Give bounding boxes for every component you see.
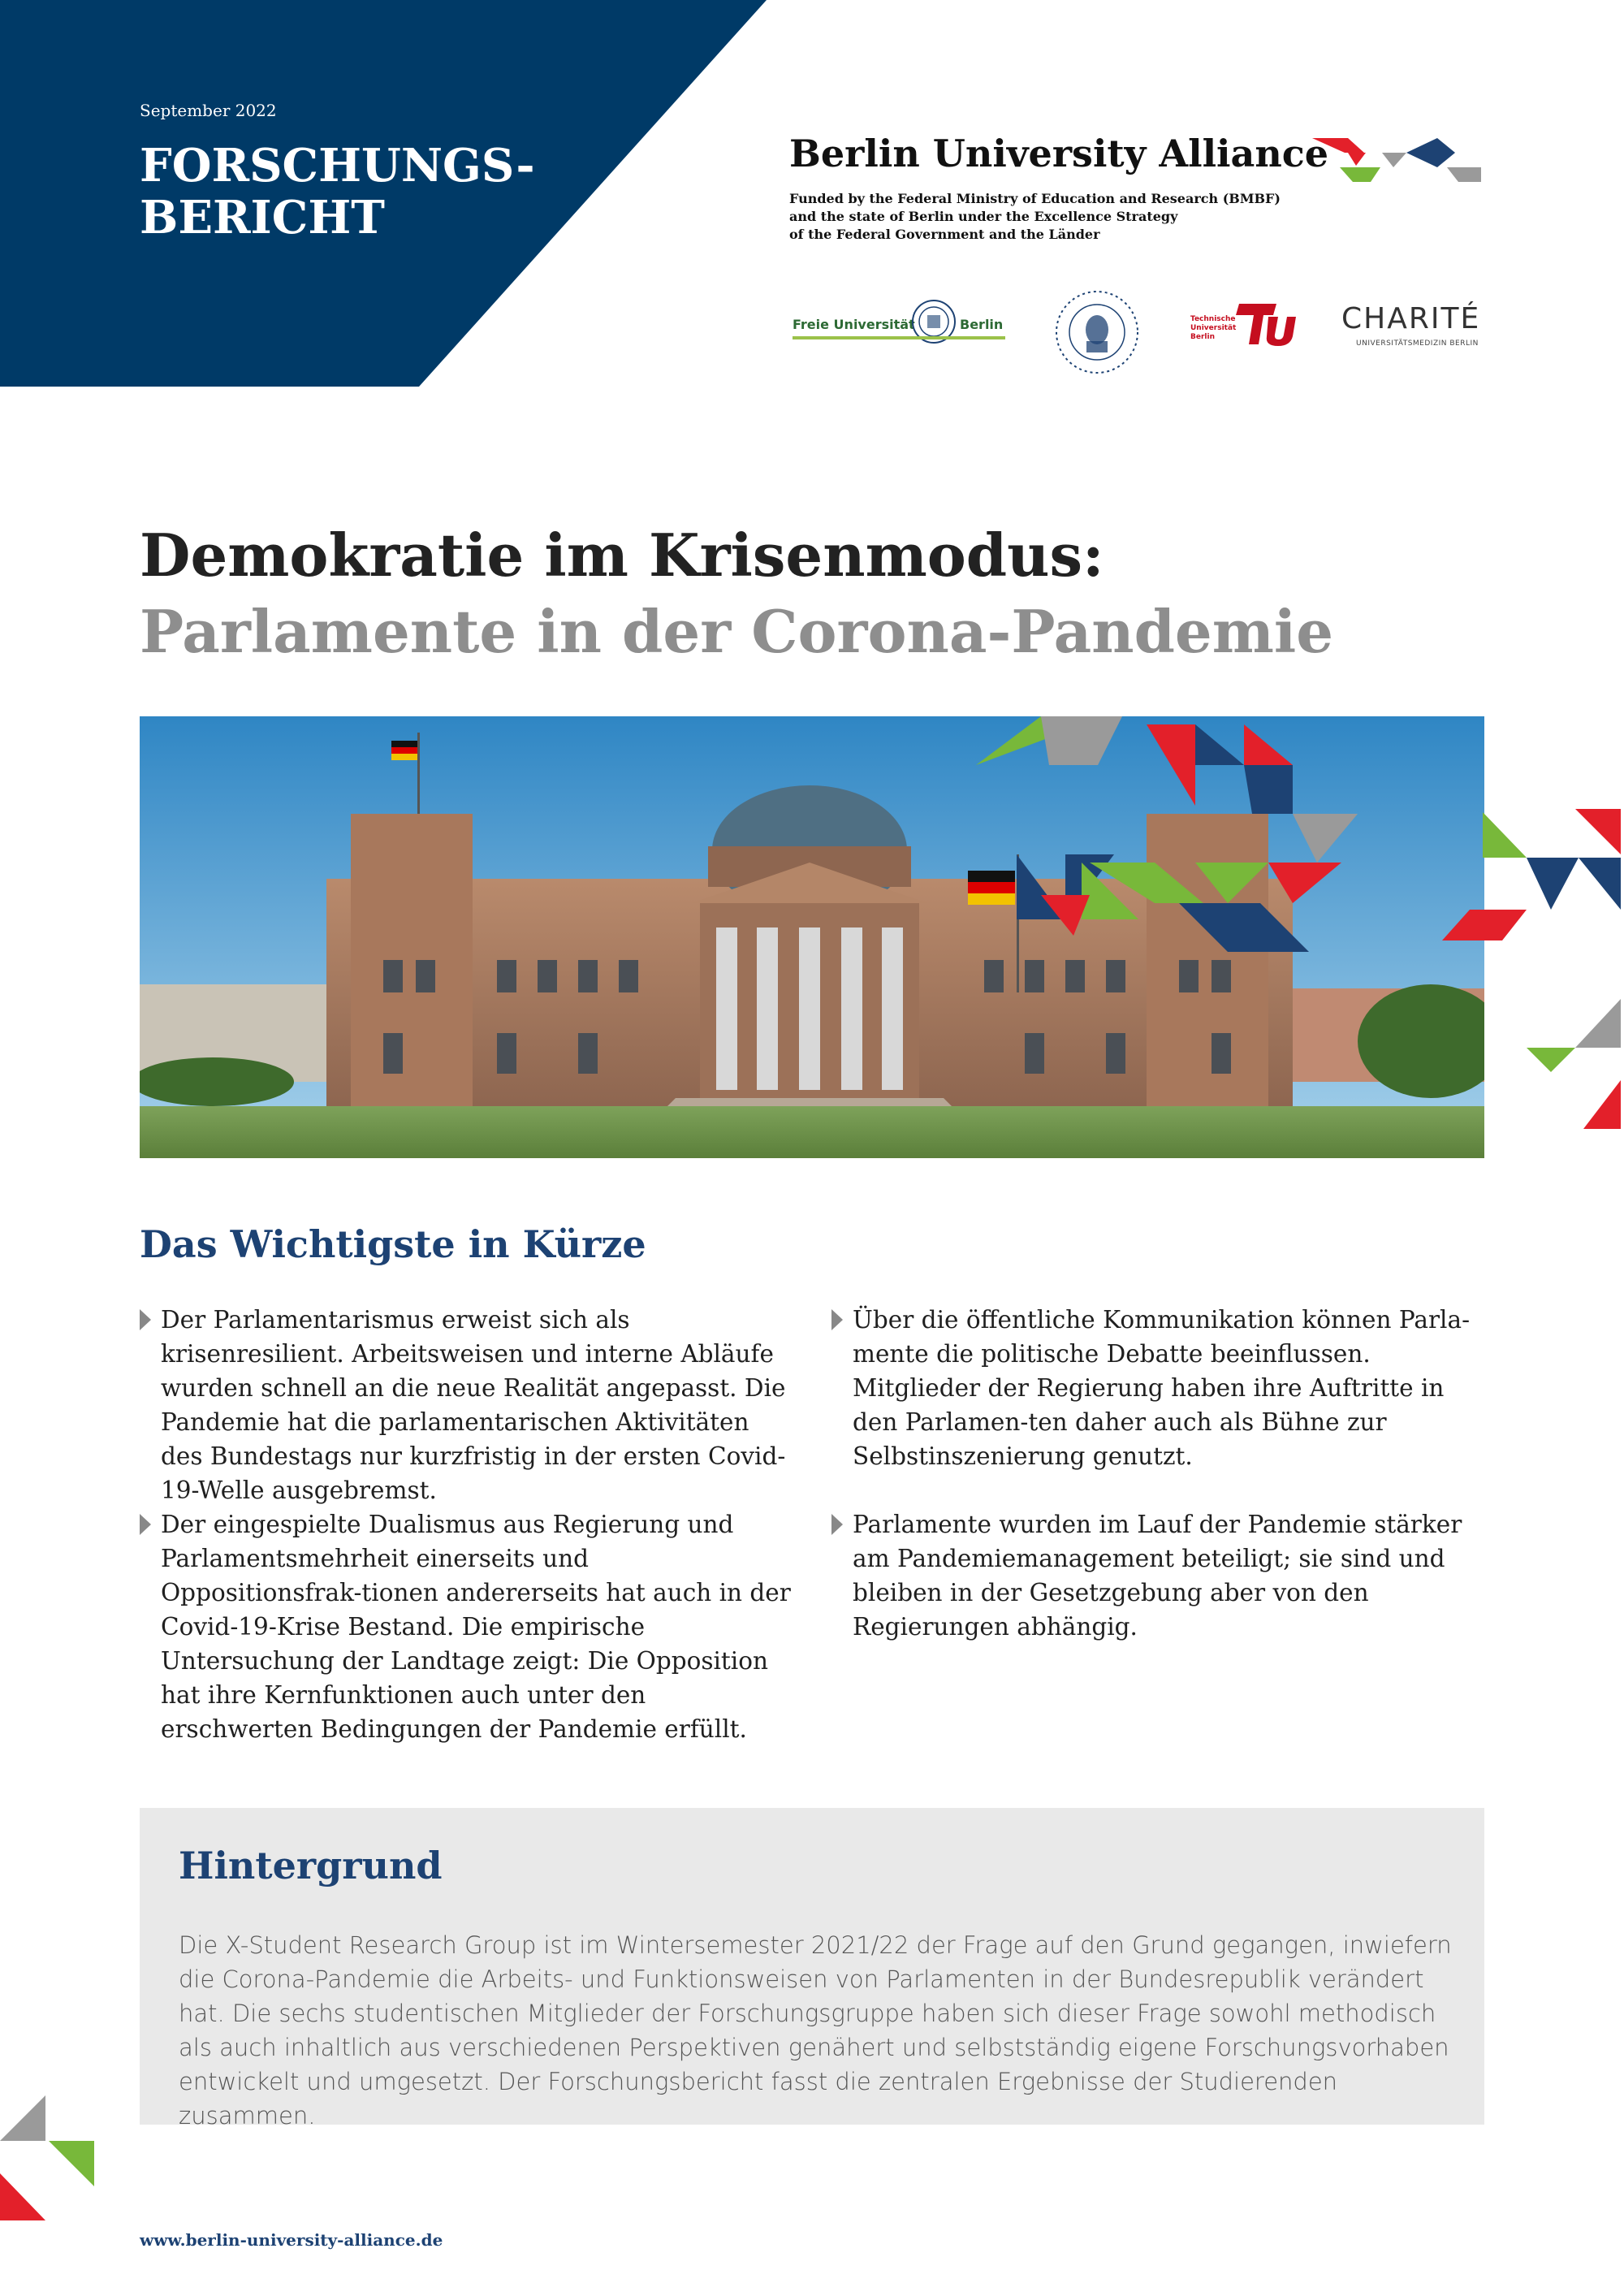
bullet-arrow-icon bbox=[140, 1309, 151, 1330]
summary-bullet bbox=[853, 1507, 1486, 1644]
publication-date: September 2022 bbox=[140, 101, 277, 120]
alliance-logo-icon bbox=[1312, 136, 1481, 182]
reichstag-building-photo bbox=[140, 716, 1484, 1158]
humboldt-seal-icon bbox=[1052, 288, 1142, 377]
funding-line: of the Federal Government and the Länder bbox=[789, 227, 1100, 242]
background-heading: Hintergrund bbox=[179, 1844, 443, 1887]
fu-berlin-logo bbox=[793, 299, 1005, 348]
bullet-arrow-icon bbox=[831, 1309, 843, 1330]
fu-label-left: Freie Universität bbox=[793, 317, 915, 332]
summary-bullet bbox=[161, 1507, 794, 1746]
tu-berlin-logo bbox=[1190, 297, 1296, 349]
summary-bullet bbox=[853, 1303, 1486, 1473]
background-section bbox=[140, 1808, 1484, 2130]
tu-name: Technische Universität Berlin bbox=[1190, 315, 1237, 341]
fu-underline bbox=[793, 336, 1005, 339]
decorative-triangles-right bbox=[1437, 804, 1624, 1145]
bullet-text: Der eingespielte Dualismus aus Regierung und Parlamentsmehrheit einerseits und Oppositionsfrak-tionen andererseits hat auch in der Covid-19-Krise Bestand. Die empirische Untersuchung der Landtage zeigt: Die Opposition hat ihre Kernfunktionen auch unter den erschwerten Bedingungen der Pandemie erfüllt. bbox=[161, 1511, 791, 1743]
background-text: Die X-Student Research Group ist im Wintersemester 2021/22 der Frage auf den Grund gegangen, inwiefern die Corona-Pandemie die Arbeits- und Funktionsweisen von Parlamenten in der Bundesrepublik verändert hat. Die sechs studentischen Mitglieder der Forschungsgruppe haben sich dieser Frage sowohl methodisch als auch inhaltlich aus verschiedenen Perspektiven genähert und selbstständig eigene Forschungsvorhaben entwickelt und umgesetzt. Der Forschungsbericht fasst die zentralen Ergebnisse der Studierenden zusammen. bbox=[179, 1931, 1452, 2130]
bullet-text: Parlamente wurden im Lauf der Pandemie stärker am Pandemiemanagement beteiligt; sie sind und bleiben in der Gesetzgebung aber von den Regierungen abhängig. bbox=[853, 1511, 1462, 1641]
charite-name: CHARITÉ bbox=[1341, 302, 1481, 335]
decorative-triangles-left bbox=[0, 2095, 94, 2220]
bullet-arrow-icon bbox=[831, 1514, 843, 1535]
summary-heading: Das Wichtigste in Kürze bbox=[140, 1222, 646, 1266]
bullet-text: Der Parlamentarismus erweist sich als krisenresilient. Arbeitsweisen und interne Abläufe wurden schnell an die neue Realität angepasst. Die Pandemie hat die parlamentarischen Aktivitäten des Bundestags nur kurzfristig in der ersten Covid-19-Welle ausgebremst. bbox=[161, 1306, 786, 1504]
charite-logo bbox=[1341, 302, 1488, 354]
funding-line: and the state of Berlin under the Excellence Strategy bbox=[789, 209, 1178, 224]
summary-bullet bbox=[161, 1303, 794, 1507]
charite-subtitle: UNIVERSITÄTSMEDIZIN BERLIN bbox=[1356, 339, 1479, 348]
funding-line: Funded by the Federal Ministry of Education and Research (BMBF) bbox=[789, 191, 1281, 206]
report-type-label: FORSCHUNGS- BERICHT bbox=[140, 139, 535, 244]
fu-label-right: Berlin bbox=[960, 317, 1004, 332]
alliance-name: Berlin University Alliance bbox=[789, 132, 1329, 175]
footer-website-link[interactable]: www.berlin-university-alliance.de bbox=[140, 2230, 443, 2250]
tu-mark-icon bbox=[1236, 299, 1296, 348]
bullet-text: Über die öffentliche Kommunikation können Parla-mente die politische Debatte beeinflussen. Mitglieder der Regierung haben ihre Auftritte in den Parlamen-ten daher auch als Bühne zur Selbstinszenierung genutzt. bbox=[853, 1306, 1471, 1470]
bullet-arrow-icon bbox=[140, 1514, 151, 1535]
funding-statement bbox=[789, 190, 1309, 244]
page-title: Demokratie im Krisenmodus: bbox=[140, 521, 1104, 590]
page-subtitle: Parlamente in der Corona-Pandemie bbox=[140, 597, 1334, 666]
